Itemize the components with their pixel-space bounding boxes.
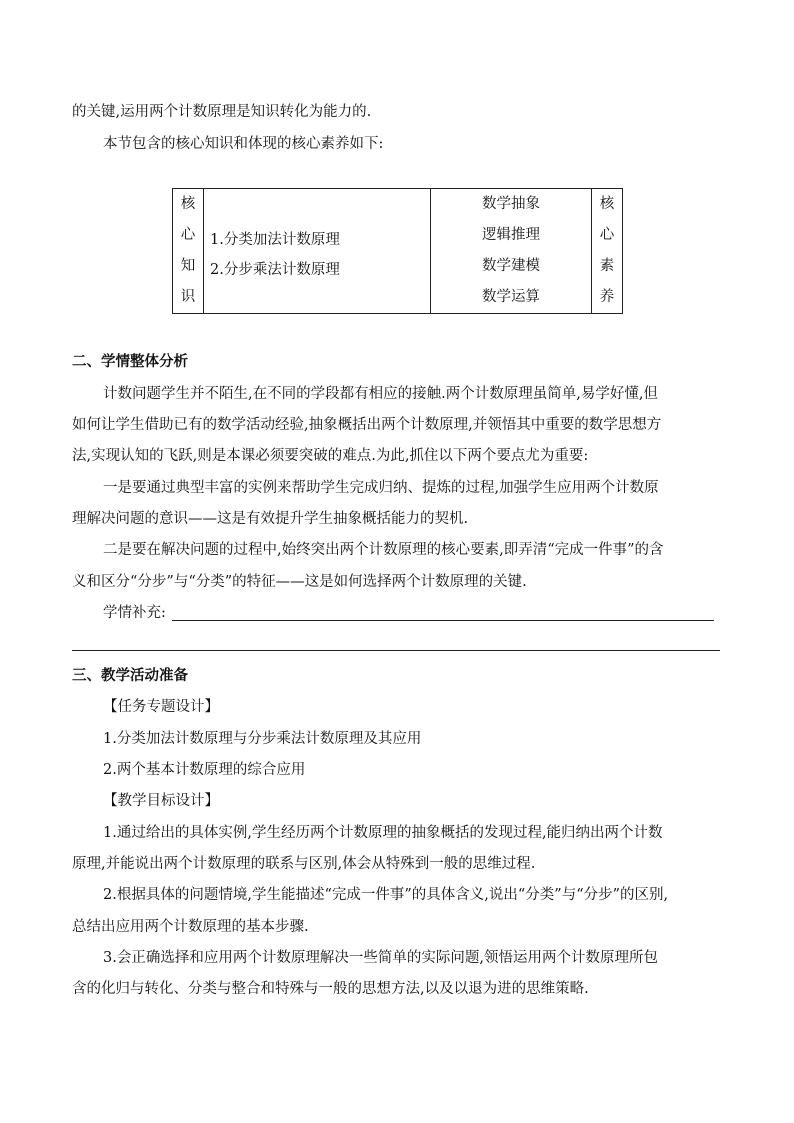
literacy-item: 数学运算: [482, 289, 540, 305]
literacy-item: 数学建模: [482, 258, 540, 274]
supplement-input-line-2[interactable]: [72, 650, 720, 651]
paragraph-line: 法,实现认知的飞跃,则是本课必须要突破的难点.为此,抓住以下两个要点尤为重要:: [72, 448, 589, 464]
header-char: 识: [180, 289, 196, 305]
paragraph-line: 二是要在解决问题的过程中,始终突出两个计数原理的核心要素,即弄清“完成一件事”的含: [103, 542, 664, 558]
header-char: 心: [180, 227, 196, 243]
header-char: 核: [599, 196, 615, 212]
header-char: 素: [599, 258, 615, 274]
paragraph-line: 计数问题学生并不陌生,在不同的学段都有相应的接触.两个计数原理虽简单,易学好懂,但: [103, 386, 658, 402]
header-char: 养: [599, 289, 615, 305]
task-item: 1.分类加法计数原理与分步乘法计数原理及其应用: [103, 731, 422, 747]
goal-line: 3.会正确选择和应用两个计数原理解决一些简单的实际问题,领悟运用两个计数原理所包: [103, 950, 658, 966]
core-knowledge-table: [172, 188, 623, 314]
paragraph-line: 理解决问题的意识——这是有效提升学生抽象概括能力的契机.: [72, 511, 469, 527]
literacy-item: 数学抽象: [482, 196, 540, 212]
intro-line-2: 本节包含的核心知识和体现的核心素养如下:: [103, 136, 384, 152]
paragraph-line: 一是要通过典型丰富的实例来帮助学生完成归纳、提炼的过程,加强学生应用两个计数原: [103, 480, 659, 496]
literacy-item: 逻辑推理: [482, 227, 540, 243]
core-knowledge-header: [173, 189, 204, 314]
paragraph-line: 义和区分“分步”与“分类”的特征——这是如何选择两个计数原理的关键.: [72, 574, 527, 590]
goal-line: 2.根据具体的问题情境,学生能描述“完成一件事”的具体含义,说出“分类”与“分步”的区别,: [103, 887, 669, 903]
supplement-label: 学情补充:: [103, 605, 166, 621]
goal-line: 1.通过给出的具体实例,学生经历两个计数原理的抽象概括的发现过程,能归纳出两个计数: [103, 825, 663, 841]
knowledge-item: 2.分步乘法计数原理: [210, 262, 340, 278]
core-literacy-header: [592, 189, 623, 314]
task-design-title: 【任务专题设计】: [103, 699, 219, 715]
goal-design-title: 【教学目标设计】: [103, 793, 219, 809]
goal-line: 总结出应用两个计数原理的基本步骤.: [72, 919, 309, 935]
goal-line: 原理,并能说出两个计数原理的联系与区别,体会从特殊到一般的思维过程.: [72, 856, 536, 872]
header-char: 心: [599, 227, 615, 243]
supplement-input-line[interactable]: [172, 620, 714, 621]
section-2-heading: 二、学情整体分析: [72, 354, 188, 370]
goal-line: 含的化归与转化、分类与整合和特殊与一般的思想方法,以及以退为进的思维策略.: [72, 981, 589, 997]
task-item: 2.两个基本计数原理的综合应用: [103, 762, 306, 778]
knowledge-item: 1.分类加法计数原理: [210, 232, 340, 248]
section-3-heading: 三、教学活动准备: [72, 668, 188, 684]
literacy-cell: [431, 189, 592, 314]
intro-line-1: 的关键,运用两个计数原理是知识转化为能力的.: [72, 104, 372, 120]
header-char: 核: [180, 196, 196, 212]
paragraph-line: 如何让学生借助已有的数学活动经验,抽象概括出两个计数原理,并领悟其中重要的数学思想方: [72, 417, 662, 433]
knowledge-cell: [204, 189, 431, 314]
header-char: 知: [180, 258, 196, 274]
